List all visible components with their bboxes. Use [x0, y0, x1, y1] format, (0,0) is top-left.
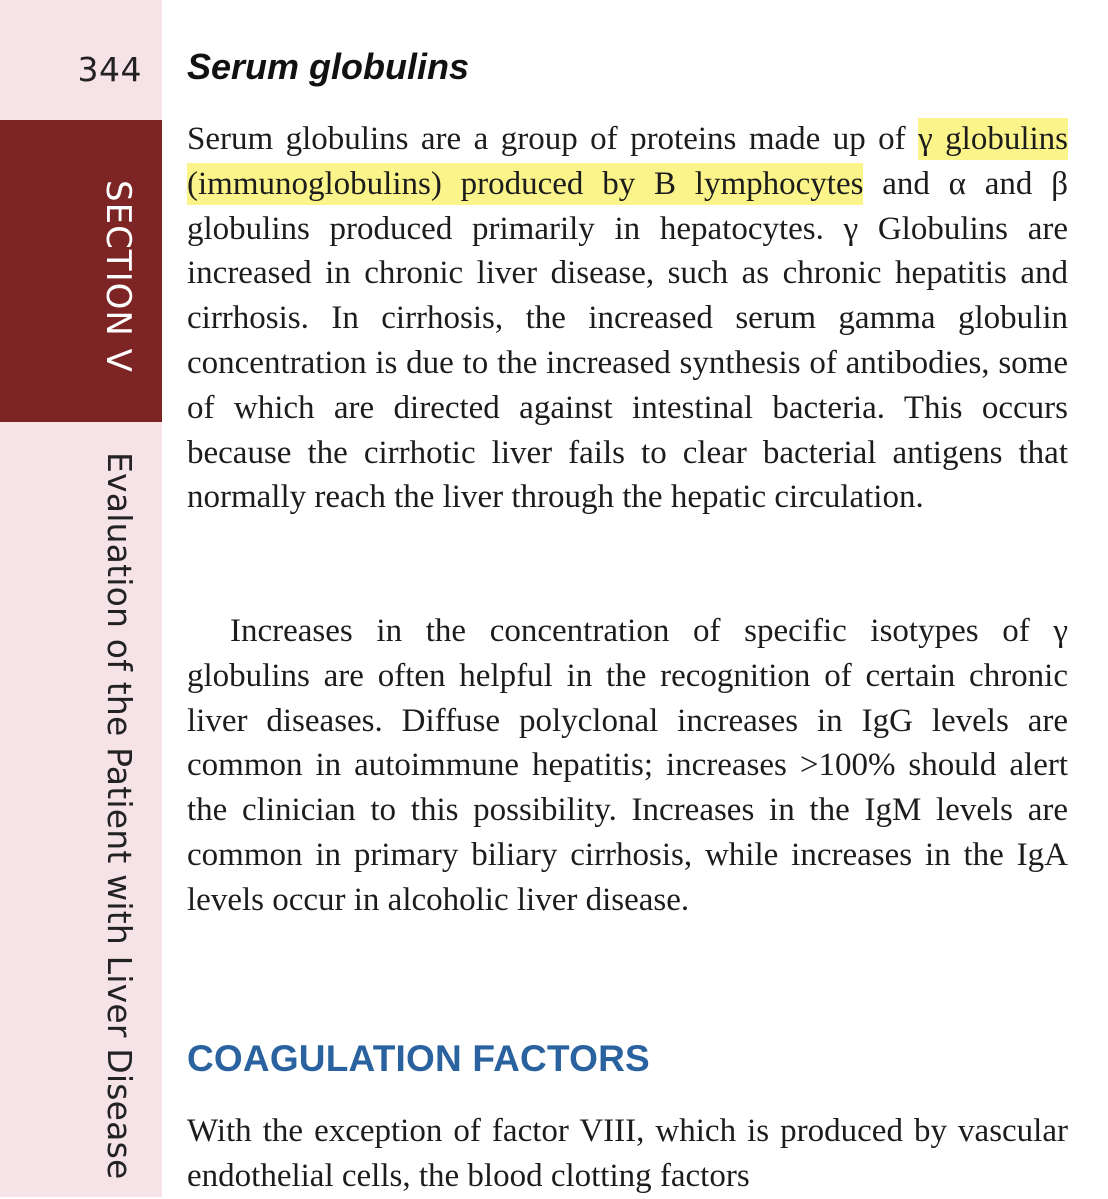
paragraph-serum-globulins: [187, 117, 1068, 520]
subheading-coagulation-factors: COAGULATION FACTORS: [187, 1038, 650, 1079]
paragraph-text: and α and β globulins produced primarily in hepatocytes. γ Globulins are increased in chronic liver disease, such as chronic hepatitis and cirrhosis. In cirrhosis, the increased serum gamma globulin concentration is due to the increased synthesis of antibodies, some of which are directed against intestinal bacteria. This occurs because the cirrhotic liver fails to clear bacterial antigens that normally reach the liver through the hepatic circulation.: [187, 165, 1068, 516]
section-label: SECTION V: [98, 180, 138, 373]
page-number: 344: [77, 50, 142, 89]
chapter-title: Evaluation of the Patient with Liver Disease: [100, 452, 139, 1180]
highlighted-text: γ globulins (immunoglobulins) produced by B lymphocytes: [187, 121, 1068, 202]
paragraph-text: Serum globulins are a group of proteins made up of: [187, 121, 919, 157]
paragraph-coagulation: With the exception of factor VIII, which is produced by vascular endothelial cells, the blood clotting factors: [187, 1113, 1068, 1194]
section-heading: Serum globulins: [187, 46, 470, 87]
paragraph-isotypes: Increases in the concentration of specific isotypes of γ globulins are often helpful in the recognition of certain chronic liver diseases. Diffuse polyclonal increases in IgG levels are common in autoimmune hepatitis; increases >100% should alert the clinician to this possibility. Increases in the IgM levels are common in primary biliary cirrhosis, while increases in the IgA levels occur in alcoholic liver disease.: [187, 613, 1068, 918]
